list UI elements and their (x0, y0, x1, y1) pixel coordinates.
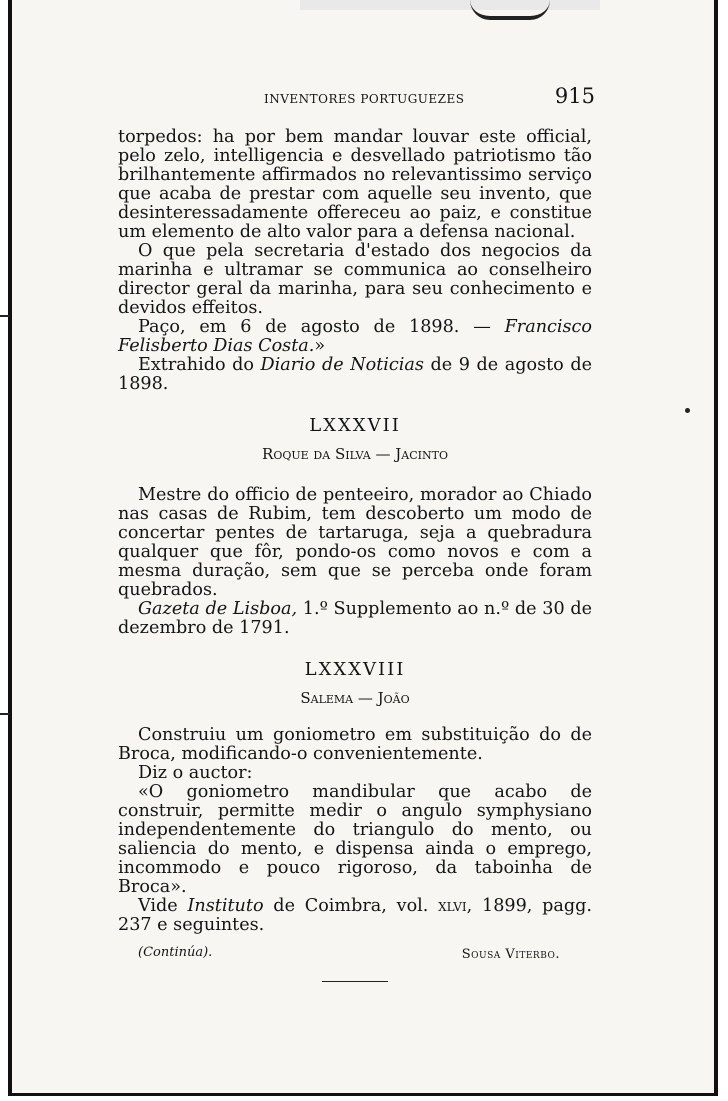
running-title: INVENTORES PORTUGUEZES (264, 92, 465, 106)
source-intro: Extrahido do (138, 355, 261, 375)
edge-mark (0, 713, 10, 715)
end-rule (322, 981, 388, 982)
scan-smudge (300, 0, 600, 10)
section-87-name: Roque da Silva — Jacinto (262, 445, 448, 463)
section-88-name: Salema — João (300, 689, 410, 707)
section-88-number: LXXXVIII (304, 659, 406, 680)
section-87-source (118, 600, 592, 638)
running-head (118, 84, 595, 114)
section-87-text: Mestre do officio de penteeiro, morador ao Chiado nas casas de Rubim, tem descoberto um modo de concertar pentes de tartaruga, seja a quebradura qualquer que fôr, pondo-os como novos e com a mesma duração, sem que se perceba onde foram quebrados. (118, 485, 592, 600)
edge-mark (0, 315, 10, 317)
ref-end: , 1899, pagg. 237 e seguintes. (118, 896, 592, 935)
paragraph-source (118, 356, 592, 394)
section-87-number: LXXXVII (309, 415, 401, 436)
margin-dot (685, 408, 690, 413)
closing-line (118, 943, 592, 965)
paragraph-secretaria: O que pela secretaria d'estado dos negocios da marinha e ultramar se communica ao conselheiro director geral da marinha, para seu conhecimento e devidos effeitos. (118, 241, 592, 318)
paragraph-continuation: torpedos: ha por bem mandar louvar este official, pelo zelo, intelligencia e desvellado patriotismo tão brilhantemente affirmados no relevantissimo serviço que acaba de prestar com aquelle seu invento, que desinteressadamente offereceu ao paiz, e constitue um elemento de alto valor para a defensa nacional. (118, 127, 592, 242)
source-date: de 9 de agosto de 1898. (118, 355, 592, 394)
body-text (118, 128, 592, 982)
author-name: Sousa Viterbo. (461, 947, 560, 962)
scan-curve (470, 0, 550, 20)
gazeta-title: Gazeta de Lisboa, (138, 599, 298, 619)
close-quote: » (314, 336, 326, 356)
section-88-intro: Diz o auctor: (138, 763, 253, 783)
source-title: Diario de Noticias (260, 355, 424, 375)
signature: Francisco Felisberto Dias Costa. (118, 317, 592, 356)
ref-mid: de Coimbra, vol. (263, 896, 439, 916)
dateline-text: Paço, em 6 de agosto de 1898. — (138, 317, 505, 337)
page-content (118, 84, 595, 982)
ref-title: Instituto (187, 896, 264, 916)
section-88-reference (118, 897, 592, 935)
section-88-quote: «O goniometro mandibular que acabo de construir, permitte medir o angulo symphysiano independentemente do triangulo do mento, ou saliencia do mento, e dispensa ainda o emprego, incommodo e pouco rigoroso, da taboinha de Broca». (118, 782, 592, 897)
page-number: 915 (554, 84, 595, 108)
paragraph-dateline (118, 318, 592, 356)
gazeta-ref: 1.º Supplemento ao n.º de 30 de dezembro de 1791. (118, 599, 592, 638)
section-88-text: Construiu um goniometro em substituição do de Broca, modificando-o convenientemente. (118, 725, 592, 764)
ref-start: Vide (138, 896, 188, 916)
ref-volume: xlvi (438, 896, 467, 916)
continua-note: (Continúa). (138, 945, 213, 960)
